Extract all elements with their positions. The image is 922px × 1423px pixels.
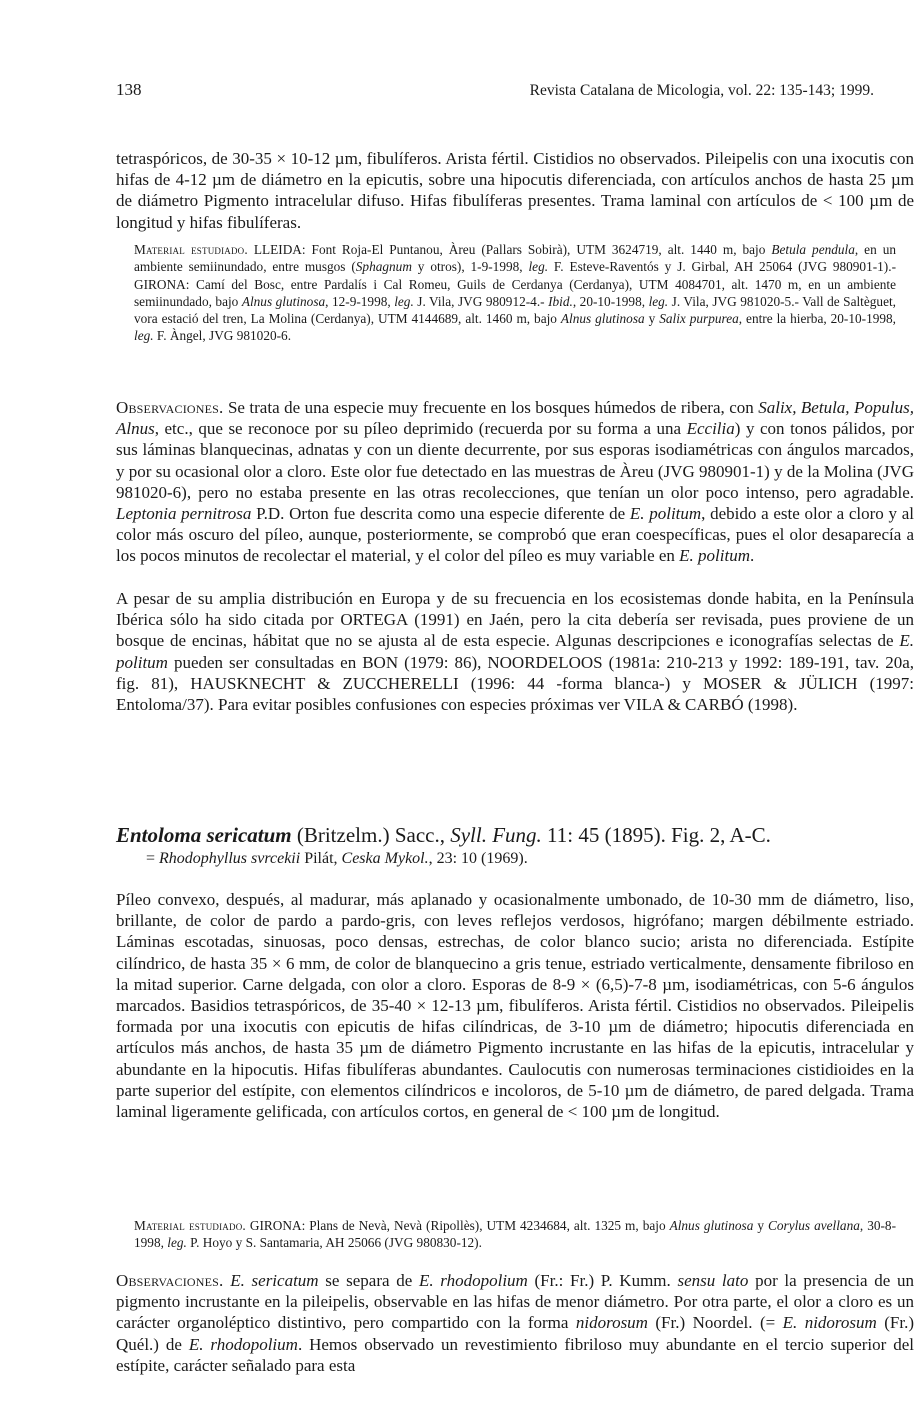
species-name: Alnus glutinosa [241,293,326,309]
text-run: Pilát, [300,850,342,867]
text-run: pueden ser consultadas en BON (1979: 86), NOORDELOOS (1981a: 210-213 y 1992: 189-191, tav. 20a, fig. 81), HAUSKNECHT & ZUCCHERELLI (1996: 44 -forma blanca-) y MOSER & JÜLICH (1997: Entoloma/37). Para evitar posibles confusiones con especies próximas ver VILA & CARBÓ (1998). [116,652,914,715]
paragraph-text: tetraspóricos, de 30-35 × 10-12 µm, fibulíferos. Arista fértil. Cistidios no observados. Pileipelis con una ixocutis con hifas de 4-12 µm de diámetro en la epicutis, sobre una hipocutis diferenciada, con artículos anchos de hasta 25 µm de diámetro Pigmento intracelular difuso. Hifas fibulíferas presentes. Trama laminal con artículos de < 100 µm de longitud y hifas fibulíferas. [116,149,914,232]
text-run: LLEIDA: Font Roja-El Puntanou, Àreu (Pallars Sobirà), UTM 3624719, alt. 1440 m, bajo [247,242,772,257]
species-name: Corylus avellana [768,1218,860,1233]
text-run: P.D. Orton fue descrita como una especie diferente de [251,504,630,524]
text-run: J. Vila, JVG 981020-5.- Vall de Saltèguet, vora estació del tren, La Molina (Cerdanya), UTM 4144689, alt. 1460 m, bajo [134,293,896,327]
text-run: GIRONA: Plans de Nevà, Nevà (Ripollès), UTM 4234684, alt. 1325 m, bajo [245,1218,670,1233]
species-name: Alnus glutinosa [669,1218,754,1233]
text-run: (Fr.) Noordel. (= [647,1313,783,1333]
genus-list: Salix, Betula, Populus, Alnus [116,398,914,439]
synonym-line [146,849,906,869]
section-heading: Material estudiado. [134,242,248,257]
text-run: se separa de [318,1271,419,1290]
species-description [116,889,914,1122]
leg-abbrev: leg. [134,328,154,344]
material-studied-1 [134,241,896,345]
publication-title: Syll. Fung. [450,823,542,847]
species-name: E. rhodopolium [188,1334,298,1354]
species-name: E. politum [629,504,702,524]
text-run: , 23: 10 (1969). [428,850,528,867]
publication-title: Ceska Mykol. [341,850,429,867]
citation: 11: 45 (1895). Fig. 2, A-C. [541,823,771,847]
text-run: (Fr.: Fr.) P. Kumm. [527,1271,678,1290]
text-run: = [146,850,160,867]
text-run: F. Àngel, JVG 981020-6. [153,328,292,344]
paragraph-text [116,588,914,715]
text-run: , etc., que se reconoce por su píleo deprimido (recuerda por su forma a una [154,419,687,439]
running-header [116,80,874,104]
genus-name: Sphagnum [355,259,412,275]
text-run: . [750,546,755,566]
text-run: , 20-10-1998, [572,293,649,309]
journal-citation: Revista Catalana de Micologia, vol. 22: 135-143; 1999. [529,82,874,99]
text-run: , entre la hierba, 20-10-1998, [738,311,896,327]
observations-3 [116,1270,914,1376]
species-heading [116,822,916,848]
page-number: 138 [116,80,142,99]
text-run: , 12-9-1998, [325,293,395,309]
species-name: Salix purpurea [659,311,739,327]
text-run: y otros), 1-9-1998, [411,259,529,275]
species-name: Betula pendula [771,242,855,257]
text-run: A pesar de su amplia distribución en Europa y de su frecuencia en los ecosistemas donde habita, en la Península Ibérica sólo ha sido citada por ORTEGA (1991) en Jaén, pero la cita debería ser revisada, pues proviene de un bosque de encinas, hábitat que no se ajusta al de esta especie. Algunas descripciones e iconografías selectas de [116,589,914,651]
leg-abbrev: leg. [648,293,669,309]
text-run: , debido a este olor a cloro y al color más oscuro del píleo, aunque, posteriormente, se comprobó que eran coespecíficas, pues el olor desaparecía a los pocos minutos de recolectar el material, y el color del píleo es muy variable en [116,504,914,566]
text-run: ) y con tonos pálidos, por sus láminas blanquecinas, adnatas y con un diente decurrente, por sus esporas isodiamétricas con ángulos marcados, y por su ocasional olor a cloro. Este olor fue detectado en las muestras de Àreu (JVG 980901-1) y de la Molina (JVG 981020-6), pero no estaba presente en las otras recolecciones, que tenían un olor poco intenso, pero agradable. [116,419,914,502]
text-run: y [753,1218,768,1233]
text-run: , en un ambiente semiinundado, entre musgos ( [134,242,897,275]
genus-name: Eccilia [686,419,735,439]
paragraph-text: Píleo convexo, después, al madurar, más aplanado y ocasionalmente umbonado, de 10-30 mm de diámetro, liso, brillante, de color de pardo a pardo-gris, con leves reflejos verdosos, higrófano; margen débilmente estriado. Láminas escotadas, sinuosas, poco densas, estrechas, de color blanco sucio; arista no diferenciada. Estípite cilíndrico, de hasta 35 × 6 mm, de color de blanquecino a gris tenue, estriado verticalmente, densamente fibriloso en la mitad superior. Carne delgada, con olor a cloro. Esporas de 8-9 × (6,5)-7-8 µm, isodiamétricas, con 5-6 ángulos marcados. Basidios tetraspóricos, de 35-40 × 12-13 µm, fibulíferos. Arista fértil. Cistidios no observados. Pileipelis formada por una ixocutis con epicutis de hifas cilíndricas, de 3-10 µm de diámetro; hipocutis diferenciada en artículos más anchos, de hasta 35 µm de diámetro Pigmento incrustante en las hifas de la epicutis, intracelular y abundante en la hipocutis. Hifas fibulíferas abundantes. Caulocutis con numerosas terminaciones cistidioides en la parte superior del estípite, con elementos cilíndricos e incoloros, de 5-10 µm de diámetro, de pared delgada. Trama laminal ligeramente gelificada, con artículos cortos, en general de < 100 µm de longitud. [116,890,914,1122]
text-run: , 30-8-1998, [134,1218,896,1251]
species-name: E. nidorosum [782,1313,877,1333]
authority: (Britzelm.) Sacc., [291,823,451,847]
species-name: E. sericatum [230,1271,319,1290]
species-name: E. rhodopolium [418,1271,528,1290]
species-name: Alnus glutinosa [560,311,645,327]
section-heading: Observaciones. [116,398,224,417]
text-run: J. Vila, JVG 980912-4.- [413,293,549,309]
text-run: Se trata de una especie muy frecuente en los bosques húmedos de ribera, con [223,398,759,417]
form-name: nidorosum [575,1313,648,1333]
synonym-name: Rhodophyllus svrcekii [159,850,301,867]
species-name: E. politum [679,546,751,566]
material-studied-2 [134,1217,896,1252]
paragraph-text [116,1270,914,1376]
text-run: . Hemos observado un revestimiento fibriloso muy abundante en el tercio superior del estípite, carácter señalado para esta [116,1334,914,1375]
leg-abbrev: leg. [167,1235,187,1251]
species-name: E. politum [116,631,914,672]
leg-abbrev: leg. [394,293,414,309]
ibid-abbrev: Ibid. [548,293,573,309]
leg-abbrev: leg. [528,259,549,275]
paragraph-continued-description [116,148,914,233]
section-heading: Observaciones. [116,1271,224,1290]
text-run: P. Hoyo y S. Santamaria, AH 25066 (JVG 980830-12). [186,1235,482,1251]
text-run: y [644,311,660,327]
paragraph-text [116,397,914,567]
text-run: (Fr.) Quél.) de [116,1313,914,1354]
species-title-name: Entoloma sericatum [116,823,292,847]
observations-2 [116,588,914,715]
text-run: por la presencia de un pigmento incrustante en la pileipelis, observable en las hifas de menor diámetro. Por otra parte, el olor a cloro es un carácter organoléptico distintivo, pero compartido con la forma [116,1271,914,1333]
section-heading: Material estudiado. [134,1218,246,1233]
latin-phrase: sensu lato [677,1271,749,1290]
species-name: Leptonia pernitrosa [116,504,252,524]
text-run: F. Esteve-Raventós y J. Girbal, AH 25064 (JVG 980901-1).- GIRONA: Camí del Bosc, entre Pardalís i Cal Romeu, Guils de Cerdanya (Cerdanya), UTM 4084701, alt. 1470 m, en un ambiente semiinundado, bajo [134,259,896,309]
observations-1 [116,397,914,567]
